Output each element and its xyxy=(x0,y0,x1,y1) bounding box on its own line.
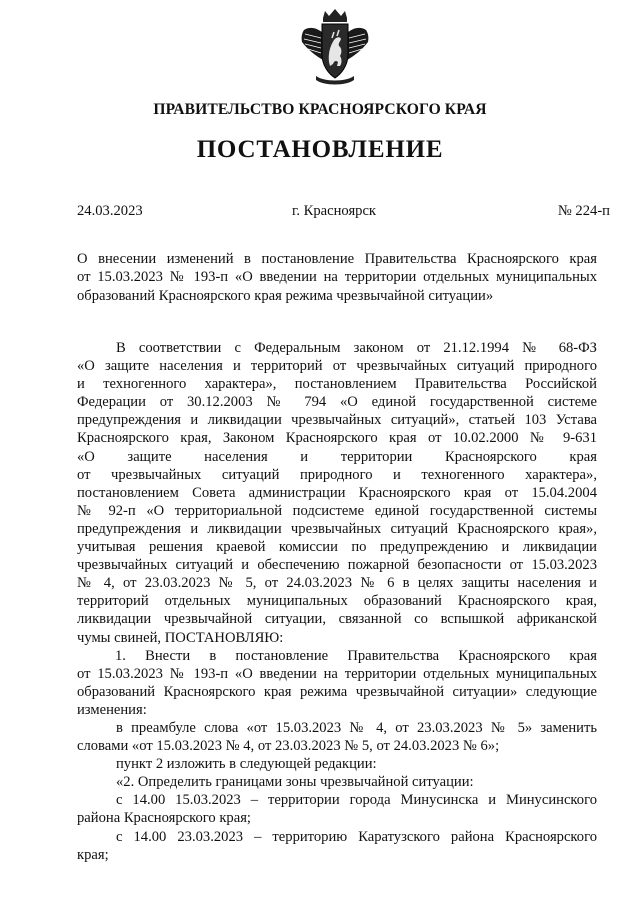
body-line: чумы свиней, ПОСТАНОВЛЯЮ: xyxy=(77,629,284,646)
body-line: предупреждения и ликвидации чрезвычайных ситуаций Красноярского края», xyxy=(77,520,597,537)
document-body xyxy=(77,339,597,864)
body-line: чрезвычайных ситуаций и обеспечению пожарной безопасности от 15.03.2023 xyxy=(77,557,597,574)
body-line: постановлением Совета администрации Красноярского края от 15.04.2004 xyxy=(77,484,597,501)
body-line: территорий отдельных муниципальных образований Красноярского края, xyxy=(77,593,597,610)
organization-title: ПРАВИТЕЛЬСТВО КРАСНОЯРСКОГО КРАЯ xyxy=(153,101,487,118)
body-line: от чрезвычайных ситуаций природного и техногенного характера», xyxy=(77,466,597,483)
body-line: от 15.03.2023 № 193-п «О введении на территории отдельных муниципальных xyxy=(77,665,597,682)
body-line: «2. Определить границами зоны чрезвычайной ситуации: xyxy=(116,774,474,791)
document-date: 24.03.2023 xyxy=(77,203,143,219)
krasnoyarsk-coat-of-arms-icon xyxy=(296,8,374,88)
body-line: с 14.00 15.03.2023 – территории города Минусинска и Минусинского xyxy=(116,792,597,809)
body-line: с 14.00 23.03.2023 – территорию Каратузского района Красноярского xyxy=(116,828,597,845)
body-line: пункт 2 изложить в следующей редакции: xyxy=(116,756,377,773)
document-subject xyxy=(77,250,597,305)
body-line: учитывая решения краевой комиссии по предупреждению и ликвидации xyxy=(77,539,597,556)
body-line: образований Красноярского края режима чрезвычайной ситуации» следующие xyxy=(77,683,597,700)
body-line: № 4, от 23.03.2023 № 5, от 24.03.2023 № 6 в целях защиты населения и xyxy=(77,575,597,592)
body-line: предупреждения и ликвидации чрезвычайных ситуаций», статьей 103 Устава xyxy=(77,412,597,429)
document-city: г. Красноярск xyxy=(292,203,377,219)
body-line: изменения: xyxy=(77,701,147,718)
body-line: Красноярского края, Законом Красноярского края от 10.02.2000 № 9-631 xyxy=(77,430,597,447)
body-line: края; xyxy=(77,846,109,863)
subject-line: образований Красноярского края режима чрезвычайной ситуации» xyxy=(77,287,494,304)
body-line: «О защите населения и территорий от чрезвычайных ситуаций природного xyxy=(77,358,597,375)
body-line: словами «от 15.03.2023 № 4, от 23.03.2023 № 5, от 24.03.2023 № 6»; xyxy=(77,738,500,755)
document-number: № 224-п xyxy=(557,203,610,219)
body-line: ликвидации чрезвычайной ситуации, связанной со вспышкой африканской xyxy=(77,611,597,628)
body-line: № 92-п «О территориальной подсистеме единой государственной системы xyxy=(77,502,597,519)
document-type-title: ПОСТАНОВЛЕНИЕ xyxy=(196,136,444,163)
body-line: Федерации от 30.12.2003 № 794 «О единой государственной системе xyxy=(77,394,597,411)
subject-line: от 15.03.2023 № 193-п «О введении на территории отдельных муниципальных xyxy=(77,269,597,286)
body-line: «О защите населения и территории Красноярского края xyxy=(77,448,597,465)
body-line: и техногенного характера», постановлением Правительства Российской xyxy=(77,376,597,393)
subject-line: О внесении изменений в постановление Правительства Красноярского края xyxy=(77,251,597,267)
body-line: в преамбуле слова «от 15.03.2023 № 4, от 23.03.2023 № 5» заменить xyxy=(116,719,597,736)
body-line: района Красноярского края; xyxy=(77,810,251,827)
body-line: 1. Внести в постановление Правительства Красноярского края xyxy=(115,647,597,664)
body-line: В соответствии с Федеральным законом от 21.12.1994 № 68-ФЗ xyxy=(116,340,597,356)
